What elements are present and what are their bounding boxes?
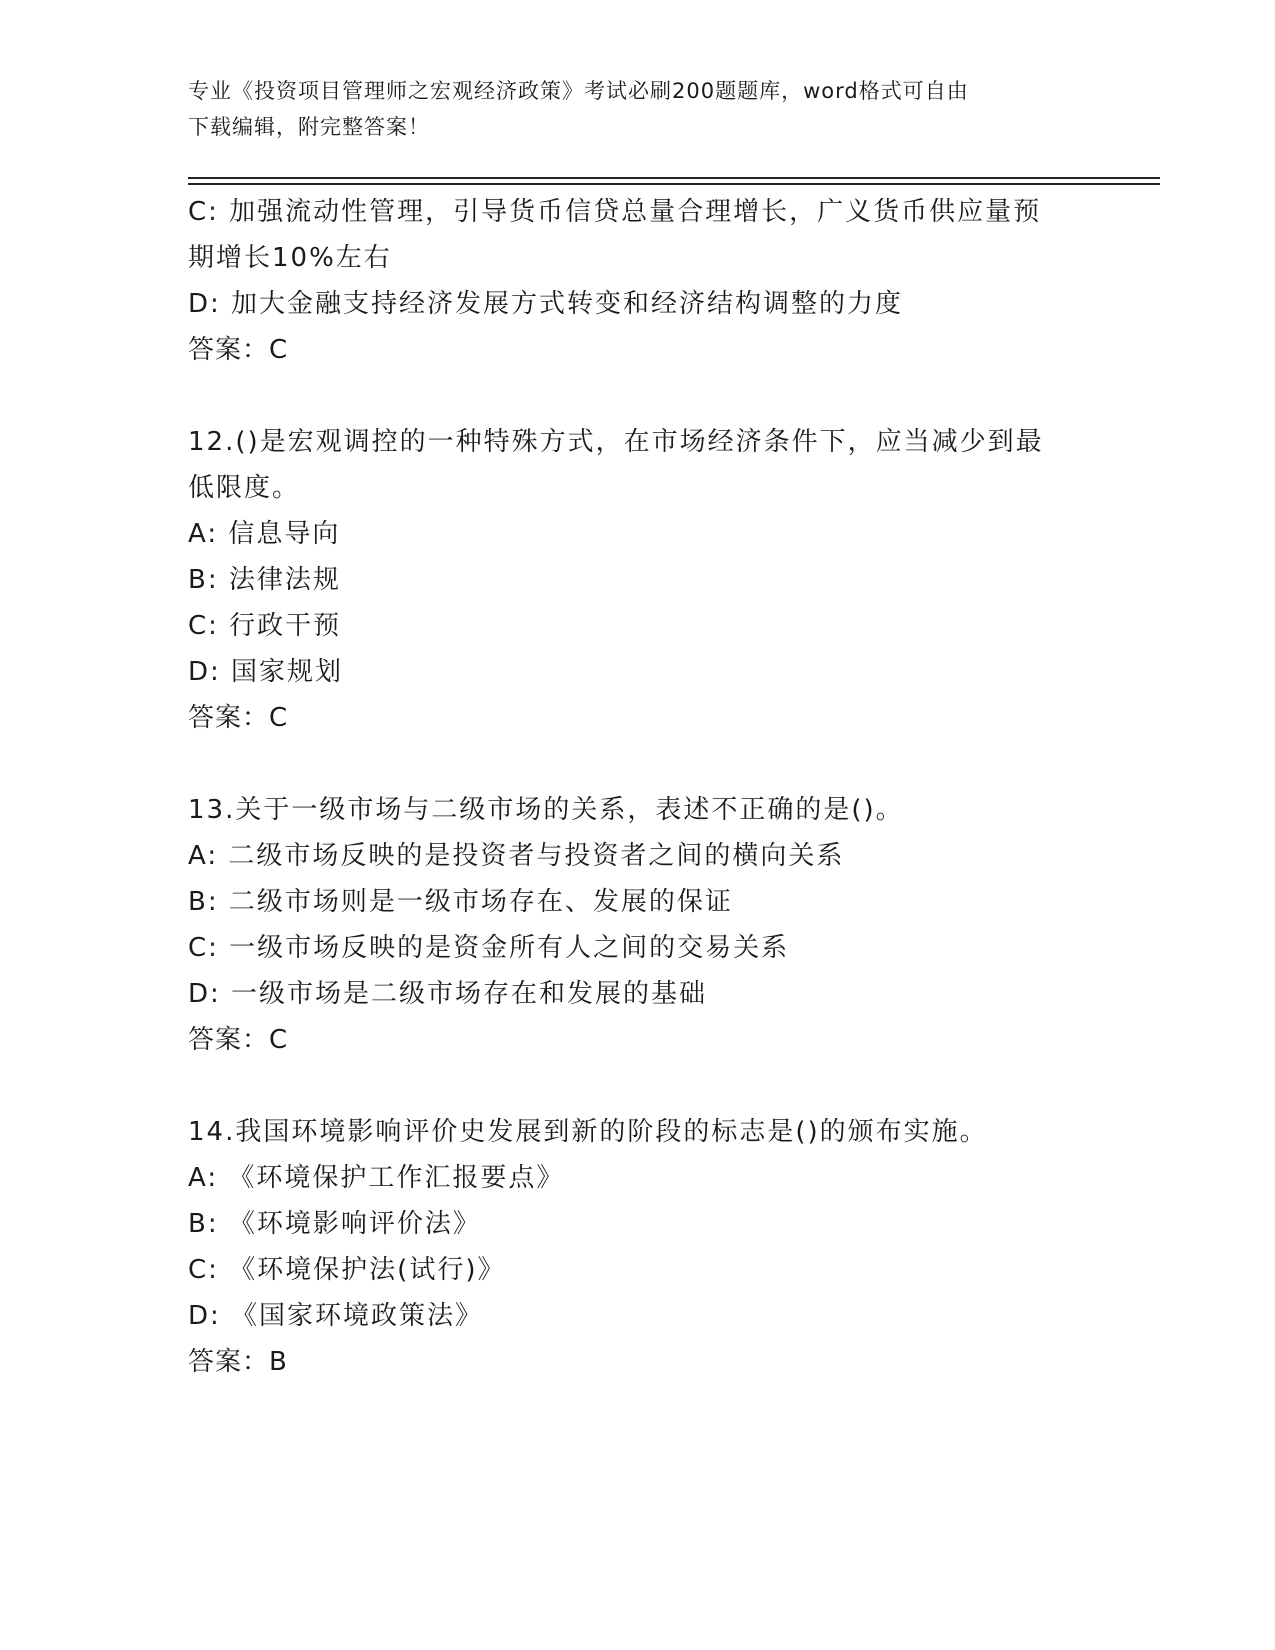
question-stem-line-1: 12.()是宏观调控的一种特殊方式，在市场经济条件下，应当减少到最 <box>188 427 1044 457</box>
option-c-line-1: C: 加强流动性管理，引导货币信贷总量合理增长，广义货币供应量预 <box>188 197 1042 227</box>
question-stem-line-2: 低限度。 <box>188 473 301 503</box>
answer: 答案：B <box>188 1347 288 1377</box>
question-12 <box>188 419 1088 741</box>
question-list <box>188 189 1088 1385</box>
question-stem: 14.我国环境影响评价史发展到新的阶段的标志是()的颁布实施。 <box>188 1117 988 1147</box>
option-c-line-2: 期增长10%左右 <box>188 243 392 273</box>
header-divider-top <box>188 177 1160 179</box>
option-d: D: 国家规划 <box>188 657 344 687</box>
option-b: B: 法律法规 <box>188 565 341 595</box>
question-11-tail <box>188 189 1088 373</box>
header-divider-bottom <box>188 183 1160 185</box>
option-c: C: 《环境保护法(试行)》 <box>188 1255 506 1285</box>
option-a: A: 信息导向 <box>188 519 341 549</box>
header-line-1: 专业《投资项目管理师之宏观经济政策》考试必刷200题题库，word格式可自由 <box>188 79 969 103</box>
option-a: A: 二级市场反映的是投资者与投资者之间的横向关系 <box>188 841 845 871</box>
option-d: D: 加大金融支持经济发展方式转变和经济结构调整的力度 <box>188 289 904 319</box>
option-c: C: 行政干预 <box>188 611 342 641</box>
spacer <box>188 1063 1088 1109</box>
option-b: B: 《环境影响评价法》 <box>188 1209 481 1239</box>
option-d: D: 一级市场是二级市场存在和发展的基础 <box>188 979 708 1009</box>
option-d: D: 《国家环境政策法》 <box>188 1301 484 1331</box>
spacer <box>188 741 1088 787</box>
header-line-2: 下载编辑，附完整答案！ <box>188 115 430 139</box>
spacer <box>188 373 1088 419</box>
option-a: A: 《环境保护工作汇报要点》 <box>188 1163 565 1193</box>
answer: 答案：C <box>188 1025 289 1055</box>
answer: 答案：C <box>188 335 289 365</box>
answer: 答案：C <box>188 703 289 733</box>
document-header <box>188 73 1088 145</box>
option-c: C: 一级市场反映的是资金所有人之间的交易关系 <box>188 933 790 963</box>
option-b: B: 二级市场则是一级市场存在、发展的保证 <box>188 887 733 917</box>
question-13 <box>188 787 1088 1063</box>
question-14 <box>188 1109 1088 1385</box>
question-stem: 13.关于一级市场与二级市场的关系，表述不正确的是()。 <box>188 795 904 825</box>
